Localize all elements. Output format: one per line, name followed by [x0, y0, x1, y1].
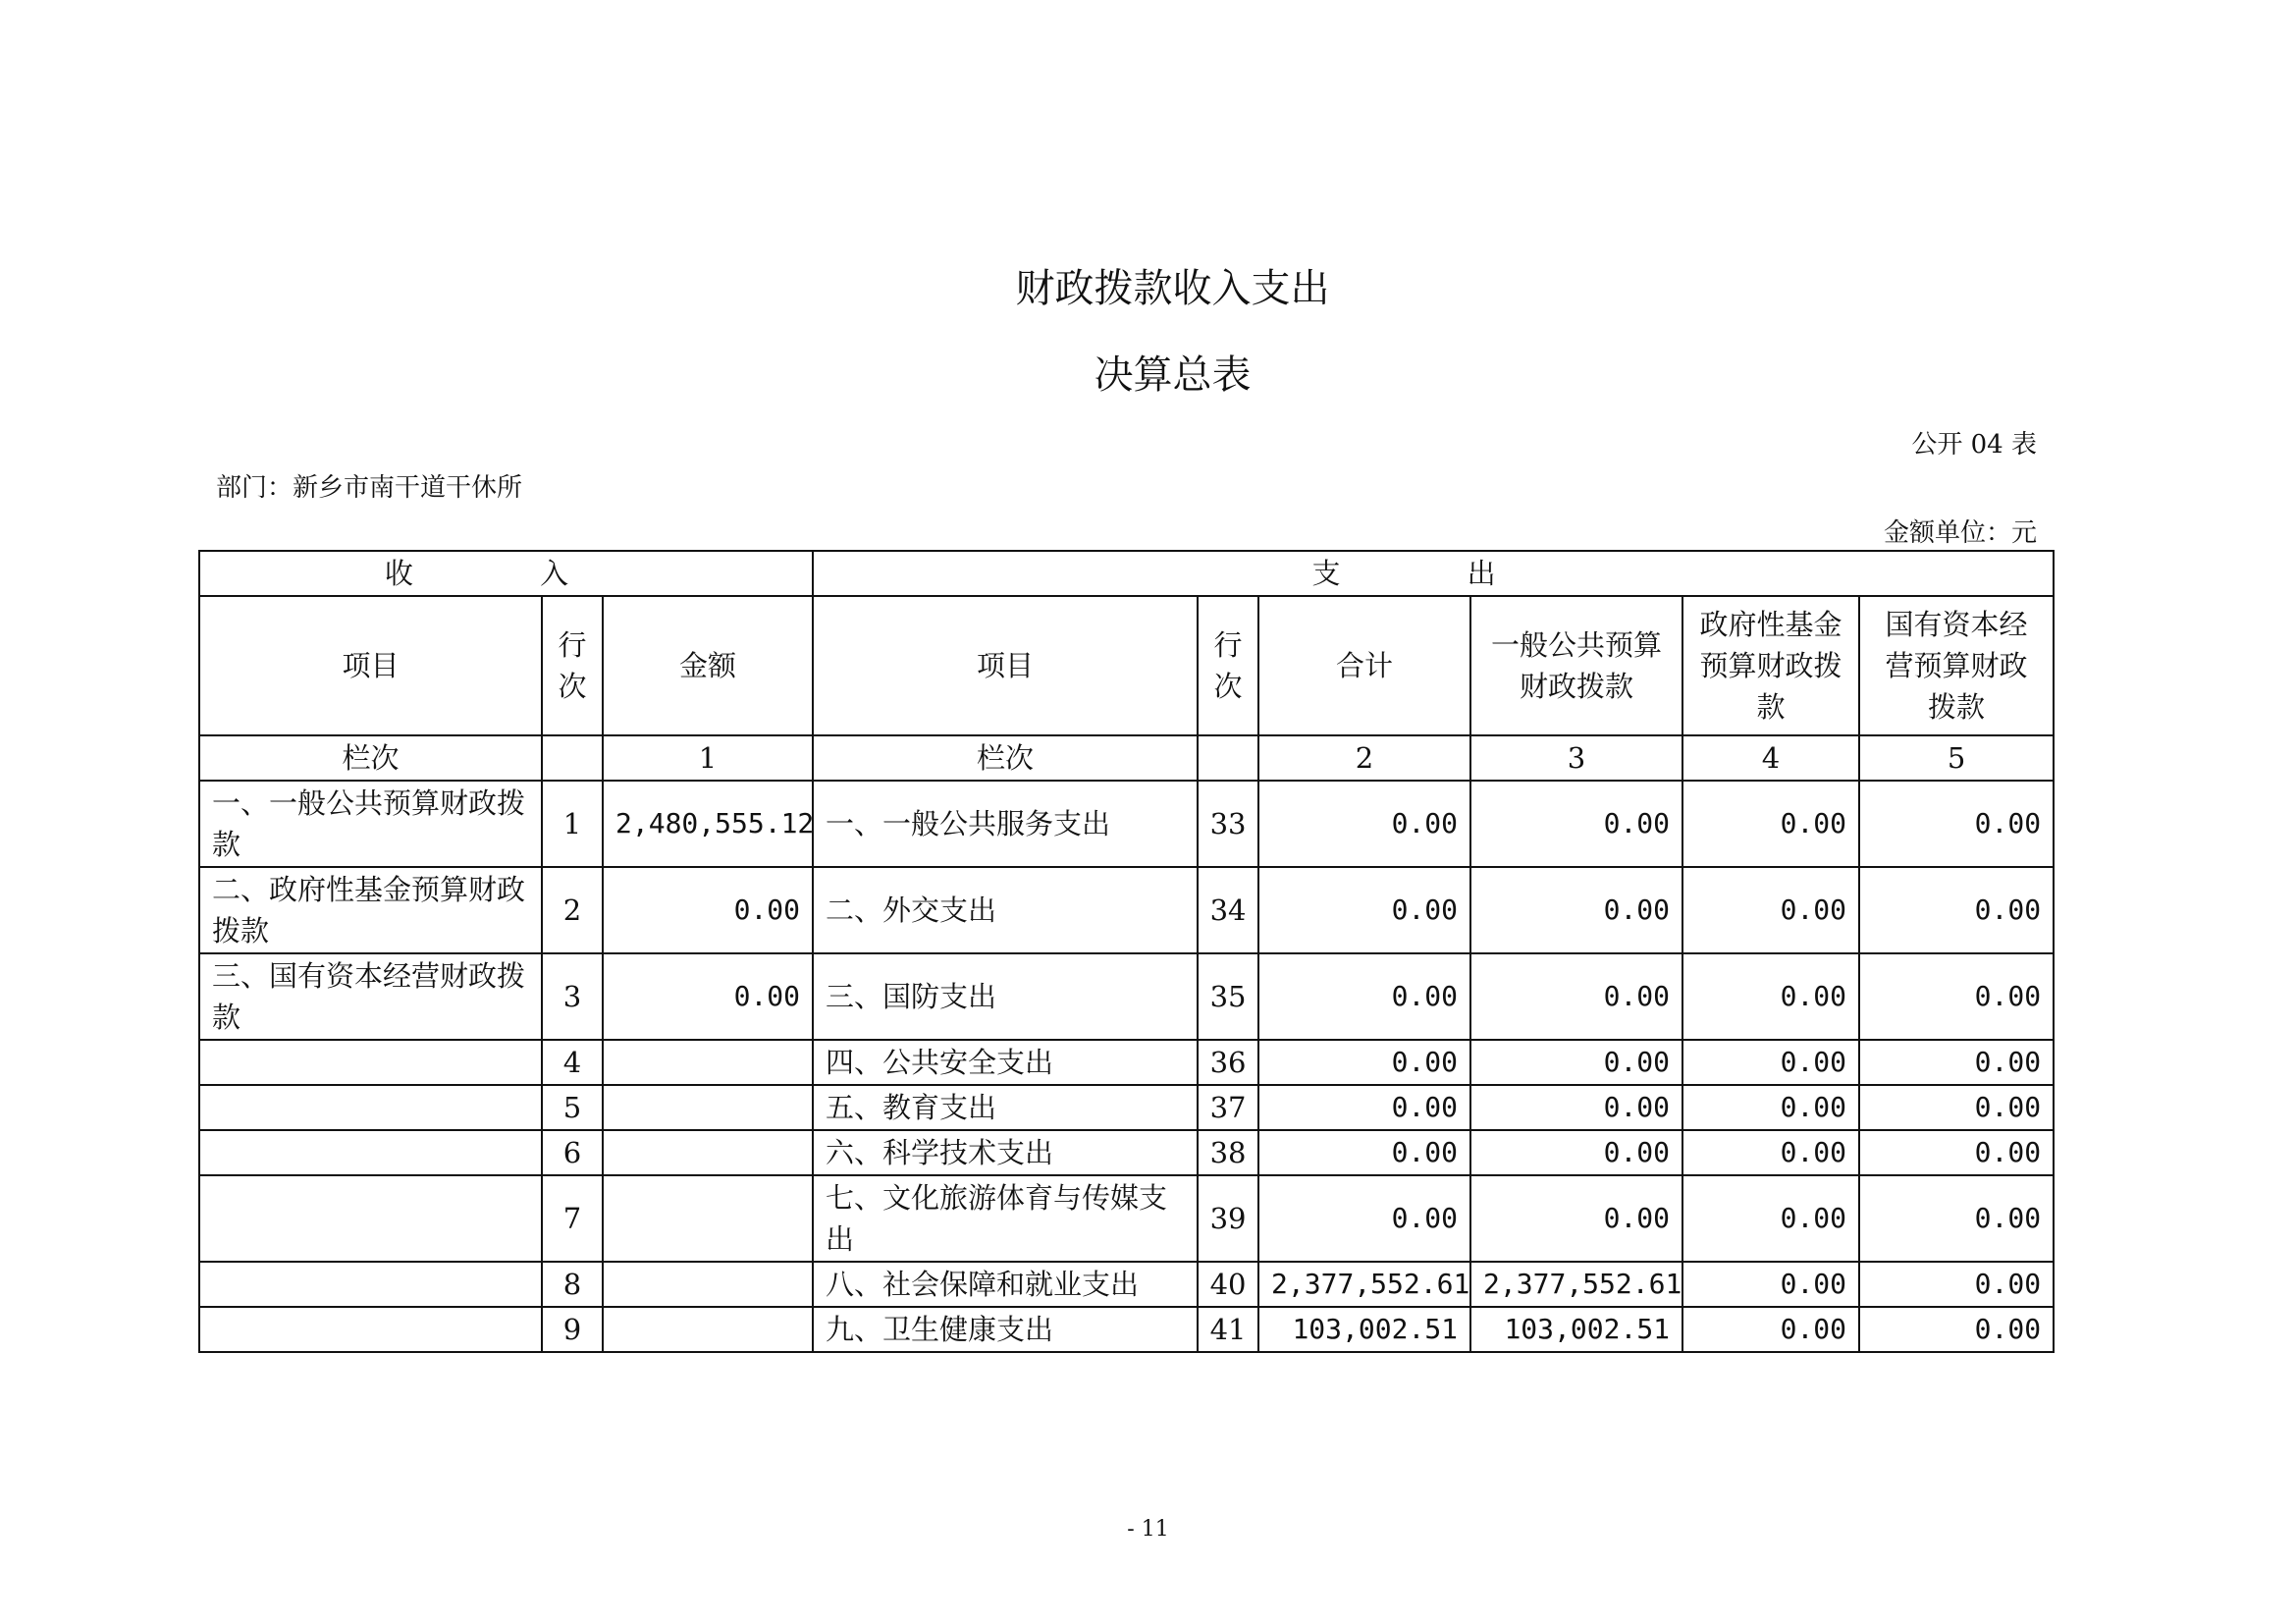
income-item-cell: 二、政府性基金预算财政拨款 [199, 867, 542, 953]
expense-item-cell: 八、社会保障和就业支出 [813, 1262, 1198, 1307]
income-rowno-cell: 3 [542, 953, 603, 1040]
income-amount-cell [603, 1040, 813, 1085]
expense-item-cell: 三、国防支出 [813, 953, 1198, 1040]
column-header-row [199, 596, 2054, 735]
expense-rowno-cell: 34 [1198, 867, 1258, 953]
col-index-empty [542, 735, 603, 781]
income-item-header: 项目 [199, 596, 542, 735]
general-budget-cell: 2,377,552.61 [1470, 1262, 1682, 1307]
expense-rowno-cell: 36 [1198, 1040, 1258, 1085]
income-rowno-cell: 4 [542, 1040, 603, 1085]
fund-budget-cell: 0.00 [1682, 1175, 1859, 1262]
page-title: 财政拨款收入支出 [1015, 266, 1330, 311]
income-header: 收 入 [199, 551, 813, 596]
general-budget-cell: 0.00 [1470, 1085, 1682, 1130]
expense-item-cell: 二、外交支出 [813, 867, 1198, 953]
fund-budget-cell: 0.00 [1682, 1130, 1859, 1175]
total-cell: 0.00 [1258, 1085, 1470, 1130]
fund-budget-cell: 0.00 [1682, 867, 1859, 953]
state-capital-cell: 0.00 [1859, 1175, 2054, 1262]
income-amount-cell: 2,480,555.12 [603, 781, 813, 867]
table-row [199, 953, 2054, 1040]
income-item-cell [199, 1040, 542, 1085]
col-index-5: 5 [1859, 735, 2054, 781]
table-row [199, 1307, 2054, 1352]
total-cell: 0.00 [1258, 1040, 1470, 1085]
col-index-4: 4 [1682, 735, 1859, 781]
income-amount-header: 金额 [603, 596, 813, 735]
unit-label: 金额单位：元 [1883, 518, 2037, 548]
general-budget-cell: 0.00 [1470, 1040, 1682, 1085]
total-cell: 0.00 [1258, 1130, 1470, 1175]
income-rowno-cell: 7 [542, 1175, 603, 1262]
table-row [199, 1085, 2054, 1130]
expense-rowno-cell: 40 [1198, 1262, 1258, 1307]
table-row [199, 1262, 2054, 1307]
fund-budget-cell: 0.00 [1682, 953, 1859, 1040]
page-subtitle: 决算总表 [1094, 352, 1252, 398]
income-amount-cell: 0.00 [603, 867, 813, 953]
fund-budget-cell: 0.00 [1682, 1307, 1859, 1352]
expense-item-cell: 六、科学技术支出 [813, 1130, 1198, 1175]
state-capital-cell: 0.00 [1859, 1262, 2054, 1307]
expense-rowno-header: 行次 [1198, 596, 1258, 735]
state-capital-cell: 0.00 [1859, 1085, 2054, 1130]
general-budget-cell: 0.00 [1470, 1130, 1682, 1175]
total-cell: 0.00 [1258, 953, 1470, 1040]
fund-budget-cell: 0.00 [1682, 1085, 1859, 1130]
col-index-label-left: 栏次 [199, 735, 542, 781]
total-cell: 0.00 [1258, 781, 1470, 867]
income-rowno-header: 行次 [542, 596, 603, 735]
income-item-cell [199, 1307, 542, 1352]
state-capital-cell: 0.00 [1859, 867, 2054, 953]
expense-item-cell: 九、卫生健康支出 [813, 1307, 1198, 1352]
total-cell: 0.00 [1258, 1175, 1470, 1262]
table-row [199, 1175, 2054, 1262]
income-item-cell [199, 1175, 542, 1262]
table-row [199, 781, 2054, 867]
income-item-cell: 一、一般公共预算财政拨款 [199, 781, 542, 867]
general-budget-cell: 103,002.51 [1470, 1307, 1682, 1352]
income-rowno-cell: 5 [542, 1085, 603, 1130]
column-index-row [199, 735, 2054, 781]
total-header: 合计 [1258, 596, 1470, 735]
expense-rowno-cell: 41 [1198, 1307, 1258, 1352]
total-cell: 2,377,552.61 [1258, 1262, 1470, 1307]
income-amount-cell [603, 1307, 813, 1352]
table-row [199, 1130, 2054, 1175]
income-amount-cell [603, 1130, 813, 1175]
state-capital-cell: 0.00 [1859, 953, 2054, 1040]
state-capital-cell: 0.00 [1859, 1040, 2054, 1085]
expense-item-cell: 一、一般公共服务支出 [813, 781, 1198, 867]
general-budget-cell: 0.00 [1470, 1175, 1682, 1262]
expense-rowno-cell: 39 [1198, 1175, 1258, 1262]
table-row [199, 867, 2054, 953]
income-item-cell [199, 1262, 542, 1307]
expense-rowno-cell: 33 [1198, 781, 1258, 867]
expense-item-cell: 四、公共安全支出 [813, 1040, 1198, 1085]
income-amount-cell [603, 1262, 813, 1307]
income-rowno-cell: 1 [542, 781, 603, 867]
col-index-3: 3 [1470, 735, 1682, 781]
expense-rowno-cell: 37 [1198, 1085, 1258, 1130]
state-capital-cell: 0.00 [1859, 1130, 2054, 1175]
fund-budget-cell: 0.00 [1682, 1040, 1859, 1085]
table-row [199, 1040, 2054, 1085]
income-amount-cell: 0.00 [603, 953, 813, 1040]
table-tag: 公开 04 表 [1911, 430, 2037, 460]
expense-header: 支 出 [813, 551, 2054, 596]
col-index-2: 2 [1258, 735, 1470, 781]
income-rowno-cell: 6 [542, 1130, 603, 1175]
fund-budget-cell: 0.00 [1682, 781, 1859, 867]
expense-item-header: 项目 [813, 596, 1198, 735]
income-rowno-cell: 2 [542, 867, 603, 953]
general-budget-cell: 0.00 [1470, 867, 1682, 953]
income-amount-cell [603, 1085, 813, 1130]
budget-table [198, 550, 2055, 1353]
income-rowno-cell: 9 [542, 1307, 603, 1352]
col-index-empty [1198, 735, 1258, 781]
section-header-row [199, 551, 2054, 596]
expense-rowno-cell: 38 [1198, 1130, 1258, 1175]
income-item-cell: 三、国有资本经营财政拨款 [199, 953, 542, 1040]
department-label: 部门：新乡市南干道干休所 [216, 473, 523, 503]
expense-item-cell: 七、文化旅游体育与传媒支出 [813, 1175, 1198, 1262]
fund-budget-header: 政府性基金预算财政拨款 [1682, 596, 1859, 735]
general-budget-cell: 0.00 [1470, 781, 1682, 867]
income-item-cell [199, 1130, 542, 1175]
total-cell: 0.00 [1258, 867, 1470, 953]
state-capital-cell: 0.00 [1859, 781, 2054, 867]
fund-budget-cell: 0.00 [1682, 1262, 1859, 1307]
income-amount-cell [603, 1175, 813, 1262]
expense-rowno-cell: 35 [1198, 953, 1258, 1040]
state-capital-header: 国有资本经营预算财政拨款 [1859, 596, 2054, 735]
page-number: - 11 [1127, 1517, 1169, 1542]
state-capital-cell: 0.00 [1859, 1307, 2054, 1352]
col-index-label-right: 栏次 [813, 735, 1198, 781]
total-cell: 103,002.51 [1258, 1307, 1470, 1352]
expense-item-cell: 五、教育支出 [813, 1085, 1198, 1130]
general-budget-cell: 0.00 [1470, 953, 1682, 1040]
income-rowno-cell: 8 [542, 1262, 603, 1307]
general-budget-header: 一般公共预算财政拨款 [1470, 596, 1682, 735]
col-index-1: 1 [603, 735, 813, 781]
income-item-cell [199, 1085, 542, 1130]
